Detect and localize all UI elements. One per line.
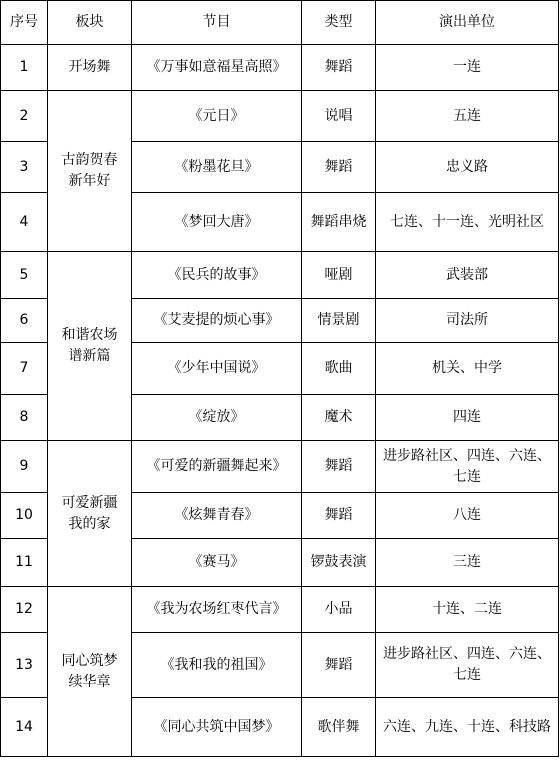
header-section: 板块: [48, 1, 132, 45]
row-number: 7: [1, 343, 48, 395]
row-number: 14: [1, 698, 48, 757]
row-number: 4: [1, 193, 48, 252]
row-number: 9: [1, 441, 48, 493]
performer-cell: 七连、十一连、光明社区: [376, 193, 559, 252]
performer-cell: 十连、二连: [376, 587, 559, 633]
program-cell: 《少年中国说》: [132, 343, 302, 395]
performer-cell: 司法所: [376, 299, 559, 343]
section-cell: 可爱新疆我的家: [48, 441, 132, 587]
program-cell: 《我和我的祖国》: [132, 633, 302, 698]
table-row: [1, 587, 559, 633]
type-cell: 舞蹈: [302, 45, 376, 91]
row-number: 12: [1, 587, 48, 633]
type-cell: 情景剧: [302, 299, 376, 343]
type-cell: 舞蹈: [302, 633, 376, 698]
type-cell: 舞蹈串烧: [302, 193, 376, 252]
program-cell: 《炫舞青春》: [132, 493, 302, 539]
performer-cell: 五连: [376, 91, 559, 142]
performer-cell: 四连: [376, 395, 559, 441]
program-cell: 《绽放》: [132, 395, 302, 441]
type-cell: 舞蹈: [302, 142, 376, 193]
program-cell: 《艾麦提的烦心事》: [132, 299, 302, 343]
row-number: 10: [1, 493, 48, 539]
performer-cell: 八连: [376, 493, 559, 539]
program-cell: 《赛马》: [132, 539, 302, 587]
type-cell: 哑剧: [302, 252, 376, 299]
performer-cell: 忠义路: [376, 142, 559, 193]
performer-cell: 三连: [376, 539, 559, 587]
type-cell: 锣鼓表演: [302, 539, 376, 587]
performer-cell: 武装部: [376, 252, 559, 299]
row-number: 13: [1, 633, 48, 698]
header-program: 节目: [132, 1, 302, 45]
program-cell: 《同心共筑中国梦》: [132, 698, 302, 757]
table-row: [1, 45, 559, 91]
section-cell: 和谐农场谱新篇: [48, 252, 132, 441]
performer-cell: 机关、中学: [376, 343, 559, 395]
row-number: 5: [1, 252, 48, 299]
program-cell: 《粉墨花旦》: [132, 142, 302, 193]
performer-cell: 进步路社区、四连、六连、七连: [376, 633, 559, 698]
row-number: 11: [1, 539, 48, 587]
type-cell: 魔术: [302, 395, 376, 441]
table-row: [1, 91, 559, 142]
row-number: 1: [1, 45, 48, 91]
table-row: [1, 252, 559, 299]
type-cell: 歌曲: [302, 343, 376, 395]
row-number: 3: [1, 142, 48, 193]
row-number: 6: [1, 299, 48, 343]
performer-cell: 进步路社区、四连、六连、七连: [376, 441, 559, 493]
program-cell: 《我为农场红枣代言》: [132, 587, 302, 633]
section-cell: 开场舞: [48, 45, 132, 91]
type-cell: 歌伴舞: [302, 698, 376, 757]
row-number: 2: [1, 91, 48, 142]
header-row: [1, 1, 559, 45]
type-cell: 说唱: [302, 91, 376, 142]
program-cell: 《民兵的故事》: [132, 252, 302, 299]
header-type: 类型: [302, 1, 376, 45]
type-cell: 舞蹈: [302, 441, 376, 493]
section-cell: 同心筑梦续华章: [48, 587, 132, 757]
type-cell: 小品: [302, 587, 376, 633]
program-cell: 《可爱的新疆舞起来》: [132, 441, 302, 493]
header-seq: 序号: [1, 1, 48, 45]
program-cell: 《梦回大唐》: [132, 193, 302, 252]
performer-cell: 一连: [376, 45, 559, 91]
performer-cell: 六连、九连、十连、科技路: [376, 698, 559, 757]
program-cell: 《元日》: [132, 91, 302, 142]
section-cell: 古韵贺春新年好: [48, 91, 132, 252]
program-cell: 《万事如意福星高照》: [132, 45, 302, 91]
header-performer: 演出单位: [376, 1, 559, 45]
row-number: 8: [1, 395, 48, 441]
type-cell: 舞蹈: [302, 493, 376, 539]
table-row: [1, 441, 559, 493]
